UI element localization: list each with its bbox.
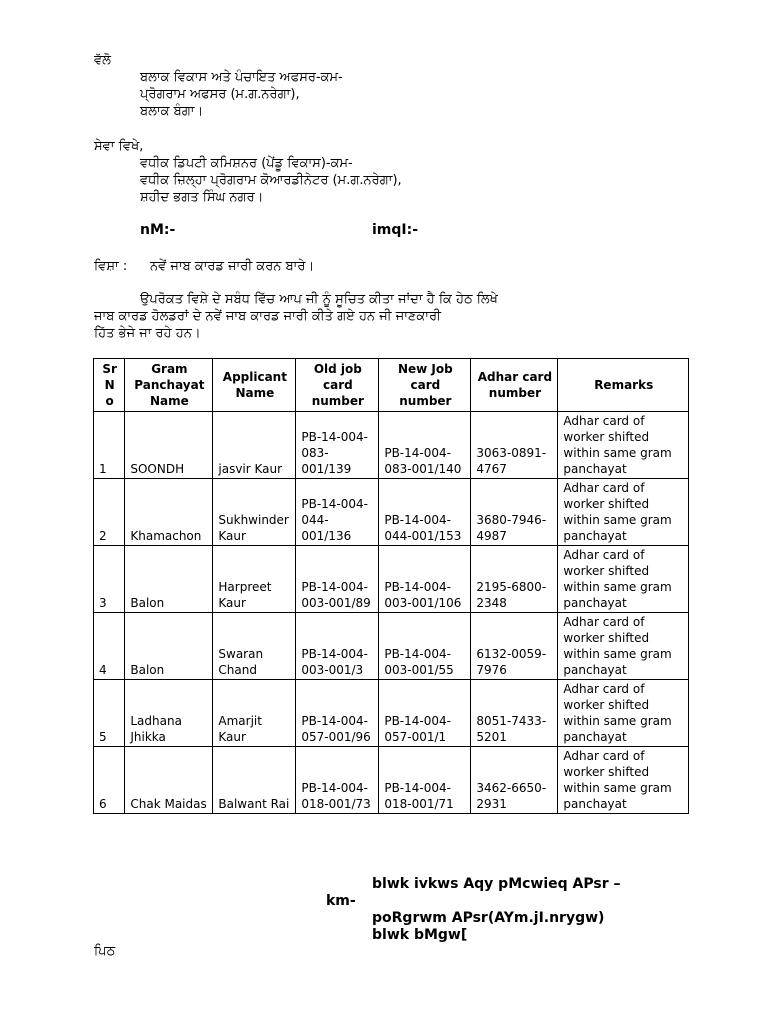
cell-applicant: Amarjit Kaur	[213, 680, 296, 747]
header-remarks: Remarks	[558, 359, 689, 412]
cell-applicant: Sukhwinder Kaur	[213, 479, 296, 546]
bottom-label: ਪਿਠ	[94, 944, 116, 959]
header-old-job-card: Old job card number	[296, 359, 379, 412]
to-label: ਸੇਵਾ ਵਿਖੇ,	[94, 139, 144, 154]
from-line-3: ਬਲਾਕ ਬੰਗਾ।	[140, 104, 204, 119]
signature-line-1: blwk ivkws Aqy pMcwieq APsr –	[372, 876, 621, 892]
cell-remarks: Adhar card of worker shifted within same gram panchayat	[558, 747, 689, 814]
cell-remarks: Adhar card of worker shifted within same gram panchayat	[558, 680, 689, 747]
table-row	[94, 747, 689, 814]
table-row	[94, 412, 689, 479]
table-row	[94, 479, 689, 546]
header-gram-panchayat: Gram Panchayat Name	[125, 359, 213, 412]
cell-remarks: Adhar card of worker shifted within same gram panchayat	[558, 613, 689, 680]
from-line-1: ਬਲਾਕ ਵਿਕਾਸ ਅਤੇ ਪੰਚਾਇਤ ਅਫਸਰ-ਕਮ-	[140, 70, 343, 85]
cell-adhar: 2195-6800-2348	[471, 546, 558, 613]
cell-old-card: PB-14-004-003-001/89	[296, 546, 379, 613]
cell-adhar: 8051-7433-5201	[471, 680, 558, 747]
to-line-2: ਵਧੀਕ ਜ਼ਿਲ੍ਹਾ ਪ੍ਰੋਗਰਾਮ ਕੋਆਰਡੀਨੇਟਰ (ਮ.ਗ.ਨਰੇਗਾ),	[140, 173, 402, 188]
cell-remarks: Adhar card of worker shifted within same gram panchayat	[558, 546, 689, 613]
cell-gram-panchayat: Chak Maidas	[125, 747, 213, 814]
cell-gram-panchayat: Khamachon	[125, 479, 213, 546]
signature-line-2: poRgrwm APsr(AYm.jI.nrygw)	[372, 910, 605, 926]
cell-gram-panchayat: SOONDH	[125, 412, 213, 479]
cell-old-card: PB-14-004-083-001/139	[296, 412, 379, 479]
cell-adhar: 3063-0891-4767	[471, 412, 558, 479]
table-header-row	[94, 359, 689, 412]
header-sr-no: Sr N o	[94, 359, 125, 412]
signature-line-3: blwk bMgw[	[372, 927, 468, 943]
cell-sr: 3	[94, 546, 125, 613]
header-adhar-card: Adhar card number	[471, 359, 558, 412]
cell-old-card: PB-14-004-044-001/136	[296, 479, 379, 546]
cell-new-card: PB-14-004-057-001/1	[379, 680, 471, 747]
cell-applicant: jasvir Kaur	[213, 412, 296, 479]
number-label: nM:-	[140, 222, 176, 238]
body-line-2: ਜਾਬ ਕਾਰਡ ਹੋਲਡਰਾਂ ਦੇ ਨਵੇਂ ਜਾਬ ਕਾਰਡ ਜਾਰੀ ਕੀਤੇ ਗਏ ਹਨ ਜੀ ਜਾਣਕਾਰੀ	[94, 309, 441, 324]
table-row	[94, 613, 689, 680]
from-label: ਵੱਲੋ	[94, 53, 111, 68]
cell-adhar: 3462-6650-2931	[471, 747, 558, 814]
from-line-2: ਪ੍ਰੋਗਰਾਮ ਅਫਸਰ (ਮ.ਗ.ਨਰੇਗਾ),	[140, 87, 300, 102]
cell-remarks: Adhar card of worker shifted within same gram panchayat	[558, 479, 689, 546]
to-line-1: ਵਧੀਕ ਡਿਪਟੀ ਕਮਿਸ਼ਨਰ (ਪੇਂਡੂ ਵਿਕਾਸ)-ਕਮ-	[140, 156, 353, 171]
cell-remarks: Adhar card of worker shifted within same gram panchayat	[558, 412, 689, 479]
cell-gram-panchayat: Balon	[125, 546, 213, 613]
date-label: imqI:-	[372, 222, 419, 238]
cell-adhar: 3680-7946-4987	[471, 479, 558, 546]
cell-new-card: PB-14-004-018-001/71	[379, 747, 471, 814]
cell-sr: 1	[94, 412, 125, 479]
cell-new-card: PB-14-004-083-001/140	[379, 412, 471, 479]
cell-old-card: PB-14-004-003-001/3	[296, 613, 379, 680]
cell-old-card: PB-14-004-057-001/96	[296, 680, 379, 747]
cell-old-card: PB-14-004-018-001/73	[296, 747, 379, 814]
cell-new-card: PB-14-004-044-001/153	[379, 479, 471, 546]
table-row	[94, 680, 689, 747]
cell-sr: 6	[94, 747, 125, 814]
cell-new-card: PB-14-004-003-001/55	[379, 613, 471, 680]
signature-prefix: km-	[326, 893, 356, 909]
job-card-table	[93, 358, 689, 814]
header-applicant-name: Applicant Name	[213, 359, 296, 412]
to-line-3: ਸ਼ਹੀਦ ਭਗਤ ਸਿੰਘ ਨਗਰ।	[140, 190, 264, 205]
subject-text: ਨਵੇਂ ਜਾਬ ਕਾਰਡ ਜਾਰੀ ਕਰਨ ਬਾਰੇ।	[150, 259, 315, 274]
cell-applicant: Balwant Rai	[213, 747, 296, 814]
cell-gram-panchayat: Ladhana Jhikka	[125, 680, 213, 747]
cell-sr: 5	[94, 680, 125, 747]
cell-new-card: PB-14-004-003-001/106	[379, 546, 471, 613]
cell-sr: 2	[94, 479, 125, 546]
cell-sr: 4	[94, 613, 125, 680]
header-new-job-card: New Job card number	[379, 359, 471, 412]
cell-applicant: Swaran Chand	[213, 613, 296, 680]
subject-label: ਵਿਸ਼ਾ :	[94, 259, 128, 274]
body-line-1: ਉਪਰੋਕਤ ਵਿਸ਼ੇ ਦੇ ਸਬੰਧ ਵਿੱਚ ਆਪ ਜੀ ਨੂੰ ਸੂਚਿਤ ਕੀਤਾ ਜਾਂਦਾ ਹੈ ਕਿ ਹੇਠ ਲਿਖੇ	[140, 292, 498, 307]
table-row	[94, 546, 689, 613]
cell-applicant: Harpreet Kaur	[213, 546, 296, 613]
cell-adhar: 6132-0059-7976	[471, 613, 558, 680]
cell-gram-panchayat: Balon	[125, 613, 213, 680]
body-line-3: ਹਿੱਤ ਭੇਜੇ ਜਾ ਰਹੇ ਹਨ।	[94, 326, 201, 341]
